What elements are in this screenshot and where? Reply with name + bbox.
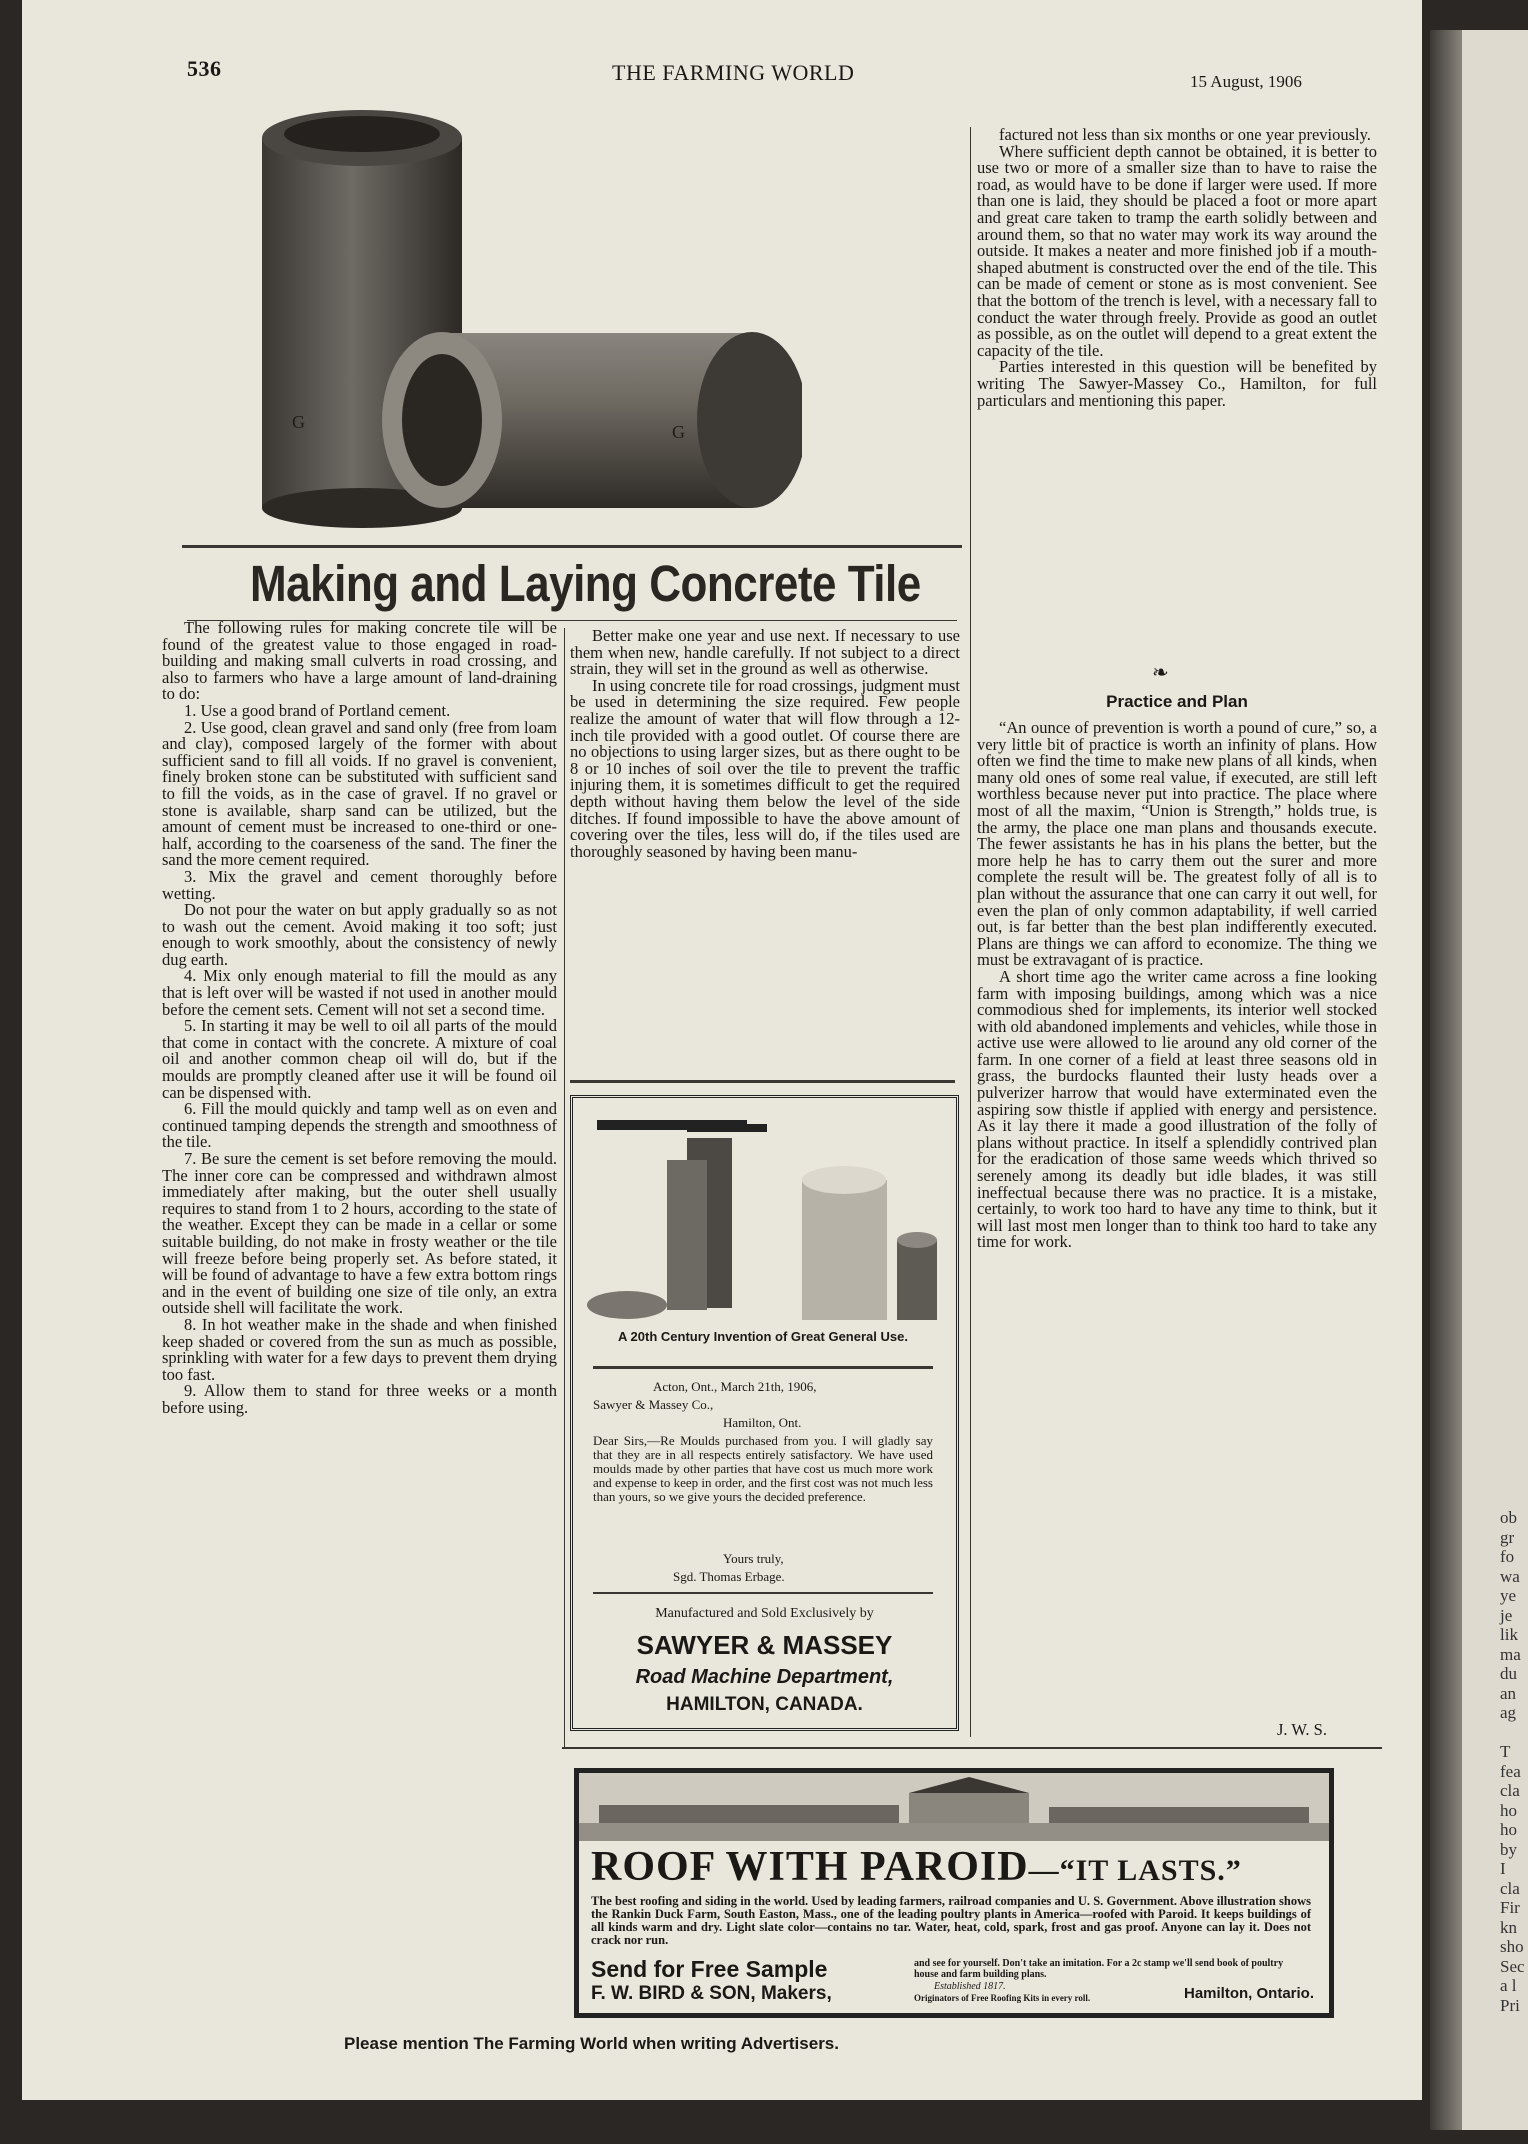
- paragraph: factured not less than six months or one year previously.: [999, 125, 1371, 144]
- ad-inner-rule: [593, 1366, 933, 1369]
- adjacent-page-fragment: T: [1500, 1742, 1511, 1761]
- adjacent-page-fragment: fea: [1500, 1761, 1521, 1781]
- established: Established 1817.: [934, 1981, 1006, 1992]
- svg-text:G: G: [672, 422, 685, 442]
- practice-title: Practice and Plan: [1106, 692, 1248, 711]
- paragraph: Where sufficient depth cannot be obtained, it is better to use two or more of a smaller size than to have to raise the road, as would have to be done if larger were used. If more than one is laid, they should be placed a foot or more apart and great care taken to tramp the earth solidly between and around them, so that no water may work its way around the outside. It makes a neater and more finished job if a mouth-shaped abutment is constructed over the end of the tile. This can be made of cement or stone as is most convenient. See that the bottom of the trench is level, with a necessary fall to conduct the water through freely. Provide as good an outlet as possible, as on the outlet will depend to a great extent the capacity of the tile.: [977, 141, 1377, 360]
- maker-name: F. W. BIRD & SON, Makers,: [591, 1983, 832, 2004]
- department: Road Machine Department,: [635, 1666, 894, 1688]
- letter-signature: Sgd. Thomas Erbage.: [673, 1569, 785, 1584]
- free-sample-cta: Send for Free Sample: [591, 1956, 828, 1982]
- adjacent-page-fragment: by: [1500, 1839, 1517, 1859]
- letter-addressee-city: Hamilton, Ont.: [723, 1415, 802, 1430]
- paragraph: 1. Use a good brand of Portland cement.: [184, 700, 451, 720]
- testimonial-letter: Dear Sirs,—Re Moulds purchased from you. I will gladly say that they are in all respects entirely satisfactory. We have used moulds made by other parties that have cost us much more work and expense to keep in order, and the first cost was not much less than yours, so we give yours the decided preference.: [593, 1433, 933, 1504]
- paroid-headline-text: ROOF WITH PAROID: [591, 1844, 1029, 1890]
- originators: Originators of Free Roofing Kits in every roll.: [914, 1993, 1091, 2003]
- manufactured-by: Manufactured and Sold Exclusively by: [655, 1606, 874, 1621]
- adjacent-page-fragment: ho: [1500, 1820, 1517, 1839]
- publication-title: THE FARMING WORLD: [612, 60, 855, 85]
- adjacent-page-fragment: sho: [1500, 1937, 1524, 1956]
- adjacent-page-fragment: fo: [1500, 1547, 1515, 1566]
- adjacent-page-fragment: kn: [1500, 1917, 1517, 1937]
- adjacent-page-fragment: Sec: [1500, 1956, 1525, 1976]
- adjacent-page-fragment: ye: [1500, 1586, 1517, 1605]
- company-name: SAWYER & MASSEY: [636, 1630, 893, 1660]
- adjacent-page-fragment: a l: [1500, 1976, 1517, 1995]
- svg-text:G: G: [292, 412, 305, 432]
- adjacent-page-fragment: ma: [1500, 1644, 1521, 1664]
- page-number: 536: [187, 56, 222, 81]
- paroid-city: Hamilton, Ontario.: [1184, 1985, 1315, 2002]
- adjacent-page-fragment: an: [1500, 1683, 1517, 1703]
- duck-farm-illustration: [579, 1773, 1329, 1841]
- ad-top-rule: [570, 1080, 955, 1083]
- page-gutter-shadow: [1430, 30, 1462, 2130]
- footer-note: Please mention The Farming World when writing Advertisers.: [344, 2034, 839, 2053]
- adjacent-page-fragment: lik: [1500, 1625, 1518, 1644]
- adjacent-page-fragment: ag: [1500, 1703, 1517, 1722]
- ornament: ❧: [1152, 662, 1169, 684]
- paragraph: 4. Mix only enough material to fill the mould as any that is left over will be wasted if not used in another mould before the cement sets. Cement will not set a second time.: [162, 966, 557, 1019]
- adjacent-page-fragment: wa: [1500, 1566, 1520, 1586]
- paragraph: Better make one year and use next. If necessary to use them when new, handle carefully. If not subject to a direct strain, they will set in the ground as well as otherwise.: [570, 626, 960, 679]
- paroid-slogan: —“IT LASTS.”: [1028, 1854, 1242, 1887]
- paroid-headline: [591, 1843, 1242, 1891]
- letter-addressee: Sawyer & Massey Co.,: [593, 1397, 714, 1412]
- paragraph: The following rules for making concrete tile will be found of the greatest value to those engaged in road-building and making small culverts in road crossing, and also to farmers who have a large amount of land-draining to do:: [162, 618, 557, 704]
- adjacent-page-fragment: je: [1500, 1605, 1513, 1625]
- sawyer-massey-ad: [570, 1095, 959, 1731]
- paragraph: “An ounce of prevention is worth a pound of cure,” so, a very little bit of practice is worth an infinity of plans. How often we find the time to make new plans of all kinds, when many old ones of some real value, if executed, are still left worthless because never put into practice. The place where most of all the maxim, “Union is Strength,” holds true, is the army, the place one man plans and thousands execute. The fewer assistants he has in his plans the better, but the more help he has to carry them out the surer and more complete the result will be. The greatest folly of all is to plan without the assurance that one can carry it out well, for even the plan of only common adaptability, if well carried out, is far better than the best plan indifferently executed. Plans are things we can afford to economize. The thing we must be extravagant of is practice.: [977, 718, 1377, 970]
- article-column-1: [162, 620, 557, 1417]
- paragraph: Parties interested in this question will be benefited by writing The Sawyer-Massey Co., Hamilton, for full particulars and mentioning this paper.: [977, 357, 1377, 410]
- paragraph: 3. Mix the gravel and cement thoroughly before wetting.: [162, 866, 557, 903]
- adjacent-page-fragment: gr: [1500, 1527, 1515, 1547]
- letter-place-date: Acton, Ont., March 21th, 1906,: [653, 1379, 817, 1394]
- tile-mould-illustration: [587, 1110, 942, 1325]
- paragraph: Do not pour the water on but apply gradually so as not to wash out the cement. Avoid making it too soft; just enough to work smoothly, about the consistency of newly dug earth.: [162, 900, 557, 969]
- column-divider-2: [970, 127, 971, 1737]
- adjacent-page: [1430, 30, 1528, 2130]
- article-column-3: [977, 127, 1377, 409]
- paragraph: 5. In starting it may be well to oil all parts of the mould that come in contact with the concrete. A mixture of coal oil and another common cheap oil will do, but if the moulds are promptly cleaned after use it will be found oil can be dispensed with.: [162, 1016, 557, 1102]
- paragraph: A short time ago the writer came across a fine looking farm with imposing buildings, among which was a nice commodious shed for implements, its interior well stocked with old abandoned implements and vehicles, while those in active use were allowed to lie around any old corner of the farm. In one corner of a field at least three seasons old in grass, the burdocks flaunted their lusty heads over a pulverizer harrow that would have exterminated even the aspiring sow thistle if applied with energy and persistence. As it lay there it made a good illustration of the folly of plans without practice. In itself a splendidly contrived plan for the eradication of those same weeds which thrived so serenely among its deadly but idle blades, it was still ineffectual because there was no practice. It is a mistake, certainly, to work too hard to have any time to think, but it will last most men longer than to think too hard to take any time for work.: [977, 966, 1377, 1252]
- article-column-2: [570, 628, 960, 860]
- practice-article: [977, 720, 1377, 1251]
- adjacent-page-fragment: Fir: [1500, 1898, 1520, 1917]
- issue-date: 15 August, 1906: [1190, 72, 1302, 91]
- adjacent-page-fragment: Pri: [1500, 1995, 1520, 2015]
- paragraph: 6. Fill the mould quickly and tamp well as on even and continued tamping depends the strength and smoothness of the tile.: [162, 1099, 557, 1152]
- adjacent-page-fragment: I: [1500, 1859, 1506, 1878]
- column-divider: [564, 628, 565, 1748]
- paragraph: 8. In hot weather make in the shade and when finished keep shaded or covered from the sun as much as possible, sprinkling with water for a few days to prevent them drying too fast.: [162, 1314, 557, 1384]
- article-title: Making and Laying Concrete Tile: [250, 556, 921, 613]
- adjacent-page-fragment: ho: [1500, 1800, 1517, 1820]
- adjacent-page-fragment: cla: [1500, 1781, 1520, 1800]
- concrete-tile-illustration: [242, 108, 802, 528]
- title-rule: [182, 545, 962, 548]
- adjacent-page-fragment: du: [1500, 1664, 1517, 1683]
- paragraph: 9. Allow them to stand for three weeks or a month before using.: [162, 1381, 557, 1417]
- cta-note: and see for yourself. Don't take an imitation. For a 2c stamp we'll send book of poultry house and farm building plans.: [914, 1958, 1284, 1980]
- adjacent-page-fragment: ob: [1500, 1508, 1517, 1527]
- newspaper-page: [22, 0, 1422, 2100]
- paroid-ad: [574, 1768, 1334, 2018]
- letter-closing: Yours truly,: [723, 1551, 784, 1566]
- company-city: HAMILTON, CANADA.: [666, 1694, 863, 1715]
- ad-divider: [593, 1592, 933, 1594]
- author-initials: J. W. S.: [1277, 1720, 1327, 1739]
- adjacent-page-fragment: cla: [1500, 1878, 1520, 1898]
- paragraph: 2. Use good, clean gravel and sand only (free from loam and clay), composed largely of the former with about sufficient sand to fill all voids. If no gravel is convenient, finely broken stone can be substituted with sufficient sand to fill the voids, as in the case of gravel. If no gravel or stone is available, sharp sand can be utilized, but the amount of cement must be increased to one-third or one-half, according to the coarseness of the sand. The finer the sand the more cement required.: [162, 717, 557, 870]
- paragraph: In using concrete tile for road crossings, judgment must be used in determining the size required. Few people realize the amount of water that will flow through a 12-inch tile provided with a good outlet. Of course there are no objections to using larger sizes, but as there ought to be 8 or 10 inches of soil over the tile to prevent the traffic injuring them, it is sometimes difficult to get the required depth without having them below the level of the side ditches. If found impossible to have the above amount of covering over the tiles, less will do, if the tiles used are thoroughly seasoned by having been manu-: [570, 675, 960, 861]
- paroid-top-rule: [562, 1747, 1382, 1749]
- paragraph: 7. Be sure the cement is set before removing the mould. The inner core can be compressed and withdrawn almost immediately after making, but the outer shell usually requires to stand from 1 to 2 hours, according to the state of the weather. Except they can be made in a cellar or some suitable building, do not make in frosty weather or the tile will freeze before being properly set. As before stated, it will be found of advantage to have a few extra bottom rings and in the event of building one size of tile only, an extra outside shell will facilitate the work.: [162, 1149, 557, 1318]
- ad-caption: A 20th Century Invention of Great General Use.: [618, 1329, 908, 1344]
- paroid-body: The best roofing and siding in the world. Used by leading farmers, railroad companies and U. S. Government. Above illustration shows the Rankin Duck Farm, South Easton, Mass., one of the leading poultry plants in America—roofed with Paroid. It keeps buildings of all kinds warm and dry. Light slate color—contains no tar. Water, heat, cold, spark, frost and gas proof. Anyone can lay it. Does not crack nor run.: [591, 1894, 1311, 1947]
